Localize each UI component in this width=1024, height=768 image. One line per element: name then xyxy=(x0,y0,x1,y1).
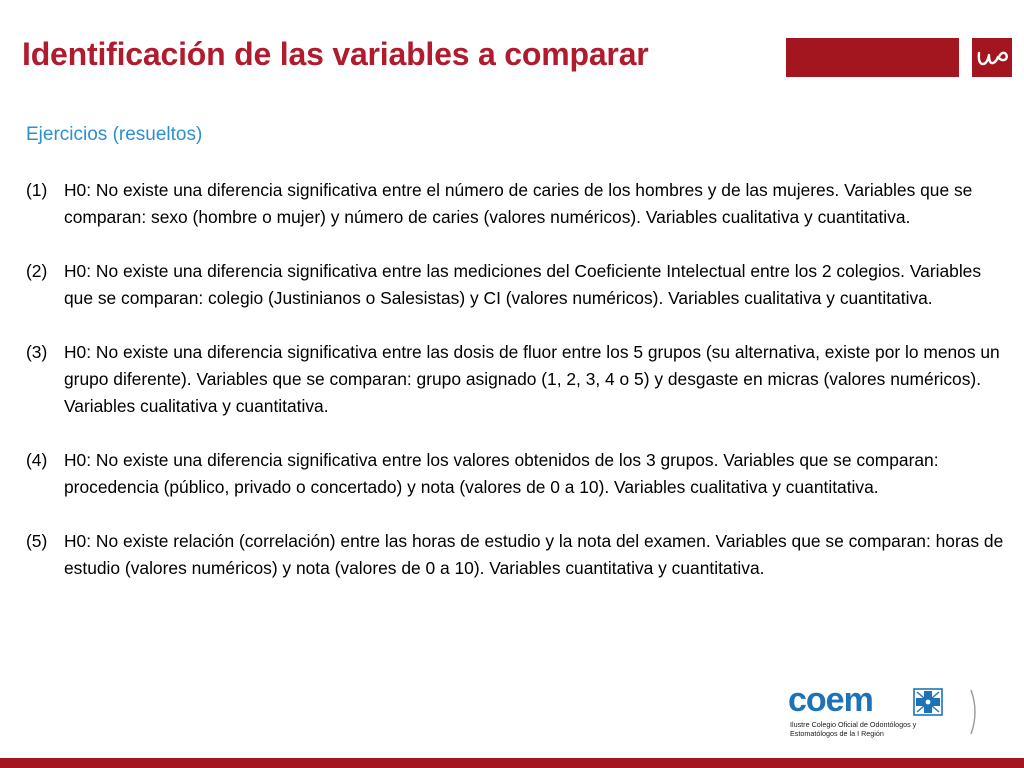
header-accent-bar xyxy=(786,38,959,77)
exercise-text: H0: No existe una diferencia significativa entre los valores obtenidos de los 3 grupos. Variables que se comparan: procedencia (público, privado o concertado) y nota (valores de 0 a 10). Variables cualitativa y cuantitativa. xyxy=(64,450,939,497)
ue-logo xyxy=(972,38,1012,77)
exercise-text: H0: No existe una diferencia significativa entre el número de caries de los hombres y de las mujeres. Variables que se comparan: sexo (hombre o mujer) y número de caries (valores numéricos). Variables cualitativa y cuantitativa. xyxy=(64,180,973,227)
coem-caption-line: Ilustre Colegio Oficial de Odontólogos y xyxy=(790,720,917,729)
coem-wordmark: coem xyxy=(788,681,873,719)
exercise-number: (1) xyxy=(26,180,48,200)
exercise-item-5 xyxy=(26,528,1006,582)
coem-caption xyxy=(790,720,916,738)
coem-logo xyxy=(788,681,988,746)
exercise-item-1 xyxy=(26,177,1006,231)
exercise-text: H0: No existe una diferencia significativa entre las mediciones del Coeficiente Intelectual entre los 2 colegios. Variables que se comparan: colegio (Justinianos o Salesistas) y CI (valores numéricos). Variables cualitativa y cuantitativa. xyxy=(64,261,982,308)
decorative-bracket xyxy=(968,688,980,741)
exercise-number: (3) xyxy=(26,342,48,362)
cross-emblem-icon xyxy=(913,688,943,721)
exercise-number: (2) xyxy=(26,261,48,281)
exercise-list xyxy=(26,177,1006,609)
exercise-text: H0: No existe una diferencia significativa entre las dosis de fluor entre los 5 grupos (su alternativa, existe por lo menos un grupo diferente). Variables que se comparan: grupo asignado (1, 2, 3, 4 o 5) y desgaste en micras (valores numéricos). Variables cualitativa y cuantitativa. xyxy=(64,342,1000,416)
footer-accent-bar xyxy=(0,758,1024,768)
exercise-text: H0: No existe relación (correlación) entre las horas de estudio y la nota del examen. Variables que se comparan: horas de estudio (valores numéricos) y nota (valores de 0 a 10). Variables cuantitativa y cuantitativa. xyxy=(64,531,1004,578)
exercise-number: (5) xyxy=(26,531,48,551)
exercise-item-4 xyxy=(26,447,1006,501)
exercise-number: (4) xyxy=(26,450,48,470)
coem-caption-line: Estomatólogos de la I Región xyxy=(790,729,884,738)
exercise-item-2 xyxy=(26,258,1006,312)
exercise-item-3 xyxy=(26,339,1006,420)
slide-subtitle: Ejercicios (resueltos) xyxy=(26,124,203,145)
slide-title: Identificación de las variables a comparar xyxy=(22,36,649,72)
